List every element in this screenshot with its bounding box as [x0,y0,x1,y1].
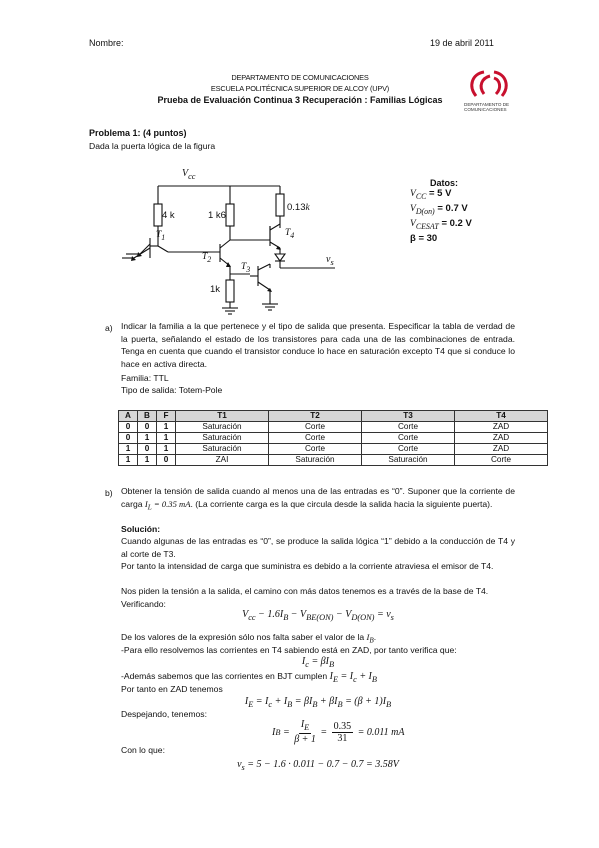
table-cell: Corte [269,433,362,444]
equation-3 [121,696,515,709]
table-row [119,444,548,455]
eq1-part: B [283,613,289,622]
s7-equation [330,671,377,682]
header-t2: T2 [269,411,362,422]
s7-part: I [329,671,333,682]
solution-line-8: Por tanto en ZAD tenemos [121,684,223,694]
eq3-part: + βI [317,696,338,707]
truth-table [118,410,548,466]
part-b-label: b) [105,488,113,498]
r1-label: 4 k [162,210,175,221]
s7-part: = I [338,671,354,682]
table-row [119,433,548,444]
load-current-value: = 0.35 mA [151,498,191,509]
t3-subscript: 3 [246,264,251,274]
t4-subscript: 4 [290,230,295,240]
load-current-symbol: I [144,498,148,509]
problem-intro: Dada la puerta lógica de la figura [89,141,216,151]
eq3-part: E [248,700,254,709]
r4-label: 1k [210,284,221,295]
table-cell: Corte [269,422,362,433]
vcc-label [182,168,196,181]
table-cell: 1 [138,433,157,444]
table-cell: 0 [119,433,138,444]
vs-symbol: v [326,254,331,265]
eq2-part: c [305,660,309,669]
datos-vcc-value: = 5 V [426,188,452,199]
table-cell: Corte [362,433,455,444]
eq1-part: − V [333,609,352,620]
table-cell: 0 [119,422,138,433]
eq1-part: D(ON) [351,613,375,622]
header-f: F [157,411,176,422]
eq1-part: BE(ON) [306,613,334,622]
s7-text: -Además sabemos que las corrientes en BJT cumplen [121,671,330,681]
s5-sub: B [369,636,374,645]
t1-label [156,230,165,242]
table-cell: Corte [269,444,362,455]
solution-line-3: Nos piden la tensión a la salida, el camino con más datos tenemos es a través de la base de T4. [121,586,489,596]
eq4-result: = 0.011 mA [355,726,405,738]
equation-1 [121,609,515,622]
eq3-part: = βI [292,696,313,707]
datos-vcc [410,188,472,203]
department-logo [464,68,516,112]
header-a: A [119,411,138,422]
datos-beta: β = 30 [410,232,438,244]
table-cell: Saturación [362,455,455,466]
part-a-text: Indicar la familia a la que pertenece y el tipo de salida que presenta. Especificar la tabla de verdad de la puerta, señalando el estado de los transistores para cada una de las combinaciones de entrada. Tenga en cuenta que cuando el transistor conduce lo hace en saturación excepto T4 que si conduce lo hace en activa directa. [121,321,515,369]
eq4-fraction-1 [294,719,316,745]
eq3-part: B [386,700,392,709]
part-b-question [121,485,515,514]
datos-list [410,188,472,245]
table-cell: 1 [157,444,176,455]
datos-vdon-value: = 0.7 V [434,202,468,214]
eq2-part: = βI [308,656,329,667]
circuit-diagram [120,166,350,316]
t1-symbol: T [156,230,162,240]
solution-line-5 [121,632,376,645]
eq3-part: I [244,696,249,707]
datos-vcesat-value: = 0.2 V [438,217,472,229]
table-cell: ZAD [455,444,548,455]
problem-heading: Problema 1: (4 puntos) [89,128,187,138]
table-cell: ZAI [176,455,269,466]
table-cell: 1 [157,433,176,444]
datos-vdon-symbol: V [410,203,416,214]
table-cell: Saturación [176,422,269,433]
table-row [119,455,548,466]
vcc-subscript: cc [188,172,196,181]
t4-symbol: T [285,228,291,238]
load-current-sub: L [147,503,152,512]
eq4-num1 [299,719,311,734]
s7-part: + I [356,671,372,682]
department-title: DEPARTAMENTO DE COMUNICACIONES [231,73,369,82]
table-cell: Saturación [176,444,269,455]
exam-title: Prueba de Evaluación Continua 3 Recuperación : Familias Lógicas [157,95,443,105]
header-t1: T1 [176,411,269,422]
table-cell: 1 [138,455,157,466]
eq4-equals-2: = [317,726,330,738]
eq4-num1-symbol: I [300,719,305,730]
equation-2 [121,656,515,669]
r2-label: 1 k6 [208,210,226,221]
table-header-row [119,411,548,422]
t2-symbol: T [202,252,208,262]
solution-line-10: Con lo que: [121,745,165,755]
t3-label [241,262,250,274]
eq3-part: = I [253,696,269,707]
vs-label [326,254,334,267]
datos-vdon-sub: D(on) [415,206,435,216]
eq4-den2: 31 [337,732,348,744]
datos-vdon [410,203,472,218]
solution-line-6: -Para ello resolvemos las corrientes en T4 sabiendo está en ZAD, por tanto verifica que: [121,645,457,655]
solution-line-7 [121,671,377,684]
datos-vcesat [410,218,472,233]
eq1-part: = v [374,609,391,620]
solution-line-1: Cuando algunas de las entradas es “0”, se produce la salida lógica “1” debido a la conducción de T4 y al corte de T3. [121,536,515,559]
eq1-part: − 1.6I [255,609,284,620]
eq5-part: = 5 − 1.6 · 0.011 − 0.7 − 0.7 = 3.58V [244,759,399,770]
eq4-fraction-2 [332,721,354,744]
part-a-output-type: Tipo de salida: Totem-Pole [121,385,223,395]
t3-symbol: T [241,262,247,272]
table-cell: Corte [362,422,455,433]
eq5-part: s [241,763,245,772]
eq5-part: v [237,759,242,770]
solution-line-2: Por tanto la intensidad de carga que suministra es debido a la corriente atraviesa el emisor de T4. [121,561,494,571]
eq4-lhs-sub: B [275,727,281,737]
circuit-schematic [120,166,350,316]
header-b: B [138,411,157,422]
r3-value: 0.13 [287,202,306,213]
header-t3: T3 [362,411,455,422]
datos-vcc-symbol: V [410,189,416,199]
s7-part: E [332,675,339,684]
table-cell: Saturación [269,455,362,466]
part-a-family: Familia: TTL [121,373,169,383]
datos-vcesat-sub: CESAT [415,221,439,231]
eq3-part: c [268,700,273,709]
truth-table-container [118,410,548,466]
eq1-part: − V [288,609,307,620]
eq1-part: s [390,613,394,622]
eq4-num2: 0.35 [333,720,352,732]
solution-line-9: Despejando, tenemos: [121,709,207,719]
table-cell: 1 [119,455,138,466]
table-cell: ZAD [455,433,548,444]
eq3-part: + I [272,696,288,707]
table-cell: Corte [455,455,548,466]
t4-label [285,228,294,240]
s7-part: c [353,675,357,684]
solution-label: Solución: [121,524,161,534]
table-cell: Saturación [176,433,269,444]
table-cell: 0 [157,455,176,466]
t2-label [202,252,211,264]
datos-vcc-sub: CC [415,191,427,201]
eq4-num1-sub: E [304,723,310,732]
date-label: 19 de abril 2011 [430,38,494,48]
eq4-lhs: I [272,726,276,738]
eq3-part: = (β + 1)I [342,696,387,707]
school-title: ESCUELA POLITÉCNICA SUPERIOR DE ALCOY (UPV) [210,84,390,93]
table-cell: 0 [138,422,157,433]
header-t4: T4 [455,411,548,422]
datos-title: Datos: [430,178,459,188]
logo-text-2: COMUNICACIONES [464,107,507,112]
t1-subscript: 1 [161,232,166,242]
vs-subscript: s [330,258,334,267]
table-cell: 1 [119,444,138,455]
name-label: Nombre: [89,38,124,48]
eq4-den1: β + 1 [294,734,316,745]
part-b-question-start: Obtener la tensión de salida cuando al menos una de las entradas es “0”. Suponer que la corriente de carga [121,486,515,509]
r3-unit: k [305,203,310,213]
eq2-part: B [329,660,335,669]
eq4-equals: = [280,726,293,738]
table-cell: Corte [362,444,455,455]
eq3-part: B [337,700,343,709]
s7-part: B [371,675,377,684]
vcc-symbol: V [182,168,189,179]
equation-5 [121,759,515,772]
part-b-question-end: . (La corriente carga es la que circula desde la salida hacia la siguiente puerta). [190,498,493,509]
r3-label [287,202,310,213]
s5-text: De los valores de la expresión sólo nos falta saber el valor de la [121,632,367,642]
datos-vcesat-symbol: V [410,218,416,229]
logo-mark-icon [464,68,516,100]
eq1-part: cc [248,613,256,622]
table-cell: ZAD [455,422,548,433]
logo-text-1: DEPARTAMENTO DE [464,102,510,107]
solution-line-4: Verificando: [121,599,166,609]
eq1-part: V [242,609,249,620]
part-a-label: a) [105,323,113,333]
eq3-part: B [312,700,318,709]
t2-subscript: 2 [207,254,212,264]
table-cell: 0 [138,444,157,455]
eq2-part: I [301,656,306,667]
eq3-part: B [287,700,293,709]
table-cell: 1 [157,422,176,433]
s5-symbol: I [366,632,370,642]
table-row [119,422,548,433]
s5-end: . [373,632,377,642]
equation-4 [272,718,405,746]
